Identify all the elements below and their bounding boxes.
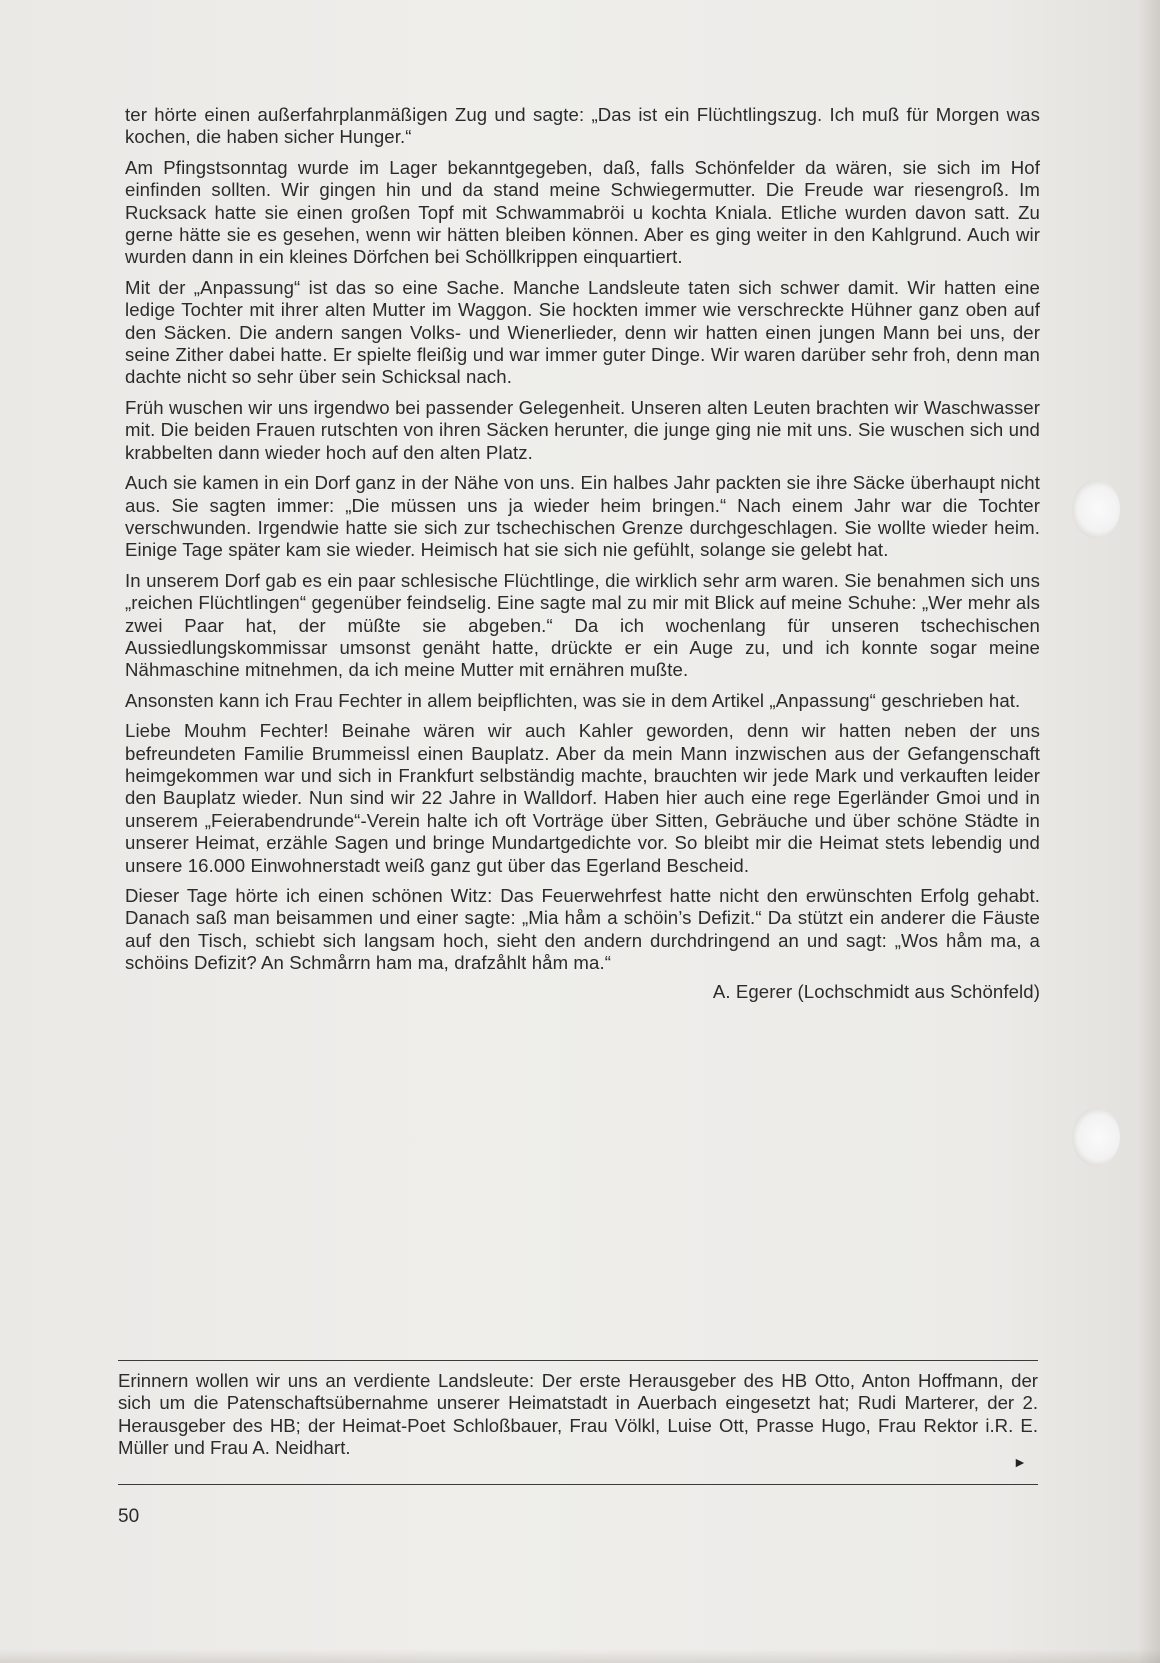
memorial-note-text: Erinnern wollen wir uns an verdiente Landsleute: Der erste Herausgeber des HB Otto, Anton Hoffmann, der sich um die Patenschaftsübernahme unserer Heimatstadt in Auerbach eingesetzt hat; Rudi Marterer, der 2. Herausgeber des HB; der Heimat-Poet Schloßbauer, Frau Völkl, Luise Ott, Prasse Hugo, Frau Rektor i.R. E. Müller und Frau A. Neidhart.: [118, 1370, 1038, 1459]
paragraph: In unserem Dorf gab es ein paar schlesische Flüchtlinge, die wirklich sehr arm waren. Sie benahmen sich uns „reichen Flüchtlingen“ gegenüber feindselig. Eine sagte mal zu mir mit Blick auf meine Schuhe: „Wer mehr als zwei Paar hat, der müßte sie abgeben.“ Da ich wochenlang für unseren tschechischen Aussiedlungskommissar umsonst genäht hatte, drückte er ein Auge zu, und ich konnte sogar meine Nähmaschine mitnehmen, da ich meine Mutter mit ernähren mußte.: [125, 569, 1040, 681]
paragraph: ter hörte einen außerfahrplanmäßigen Zug und sagte: „Das ist ein Flüchtlingszug. Ich muß für Morgen was kochen, die haben sicher Hunger.“: [125, 104, 1040, 148]
note-bottom-rule: [118, 1484, 1038, 1485]
page-bottom-shadow: [0, 1649, 1160, 1663]
paragraph: Dieser Tage hörte ich einen schönen Witz: Das Feuerwehrfest hatte nicht den erwünschten Erfolg gehabt. Danach saß man beisammen und einer sagte: „Mia håm a schöin’s Defizit.“ Da stützt ein anderer die Fäuste auf den Tisch, schiebt sich langsam hoch, sieht den andern durchdringend an und sagt: „Wos håm ma, a schöins Defizit? An Schmårrn ham ma, drafzåhlt håm ma.“: [125, 885, 1040, 974]
punch-hole-bottom: [1072, 1108, 1120, 1166]
paragraph: Auch sie kamen in ein Dorf ganz in der Nähe von uns. Ein halbes Jahr packten sie ihre Säcke überhaupt nicht aus. Sie sagten immer: „Die müssen uns ja wieder heim bringen.“ Nach einem Jahr war die Tochter verschwunden. Irgendwie hatte sie sich zur tschechischen Grenze durchgeschlagen. Sie wollte wieder heim. Einige Tage später kam sie wieder. Heimisch hat sie sich nie gefühlt, solange sie gelebt hat.: [125, 472, 1040, 561]
paragraph: Am Pfingstsonntag wurde im Lager bekanntgegeben, daß, falls Schönfelder da wären, sie sich im Hof einfinden sollten. Wir gingen hin und da stand meine Schwiegermutter. Die Freude war riesengroß. Im Rucksack hatte sie einen großen Topf mit Schwammabröi u kochta Kniala. Etliche wurden davon satt. Zu gerne hätte sie es gesehen, wenn wir hätten bleiben können. Aber es ging weiter in den Kahlgrund. Auch wir wurden dann in ein kleines Dörfchen bei Schöllkrippen einquartiert.: [125, 156, 1040, 268]
paragraph: Ansonsten kann ich Frau Fechter in allem beipflichten, was sie in dem Artikel „Anpassung“ geschrieben hat.: [125, 689, 1021, 711]
article-body: [125, 104, 1040, 1003]
note-top-rule: [118, 1360, 1038, 1361]
page-edge-shadow: [1138, 0, 1160, 1663]
continue-arrow-icon: ►: [1013, 1454, 1027, 1470]
paragraph: Früh wuschen wir uns irgendwo bei passender Gelegenheit. Unseren alten Leuten brachten wir Waschwasser mit. Die beiden Frauen rutschten von ihren Säcken herunter, die junge ging nie mit uns. Sie wuschen sich und krabbelten dann wieder hoch auf den alten Platz.: [125, 396, 1040, 463]
punch-hole-top: [1072, 480, 1120, 538]
memorial-note: [118, 1370, 1038, 1460]
page-number: 50: [118, 1506, 140, 1527]
author-signature: A. Egerer (Lochschmidt aus Schönfeld): [712, 980, 1040, 1002]
paragraph: Mit der „Anpassung“ ist das so eine Sache. Manche Landsleute taten sich schwer damit. Wir hatten eine ledige Tochter mit ihrer alten Mutter im Waggon. Sie hockten immer wie verschreckte Hühner ganz oben auf den Säcken. Die andern sangen Volks- und Wienerlieder, denn wir hatten einen jungen Mann bei uns, der seine Zither dabei hatte. Er spielte fleißig und war immer guter Dinge. Wir waren darüber sehr froh, denn man dachte nicht so sehr über sein Schicksal nach.: [125, 276, 1040, 388]
paragraph: Liebe Mouhm Fechter! Beinahe wären wir auch Kahler geworden, denn wir hatten neben der uns befreundeten Familie Brummeissl einen Bauplatz. Aber da mein Mann inzwischen aus der Gefangenschaft heimgekommen war und sich in Frankfurt selbständig machte, brauchten wir jede Mark und verkauften leider den Bauplatz wieder. Nun sind wir 22 Jahre in Walldorf. Haben hier auch eine rege Egerländer Gmoi und in unserem „Feierabendrunde“-Verein halte ich oft Vorträge über Sitten, Gebräuche und über schöne Städte in unserer Heimat, erzähle Sagen und bringe Mundartgedichte vor. So bleibt mir die Heimat stets lebendig und unsere 16.000 Einwohnerstadt weiß ganz gut über das Egerland Bescheid.: [125, 720, 1040, 876]
